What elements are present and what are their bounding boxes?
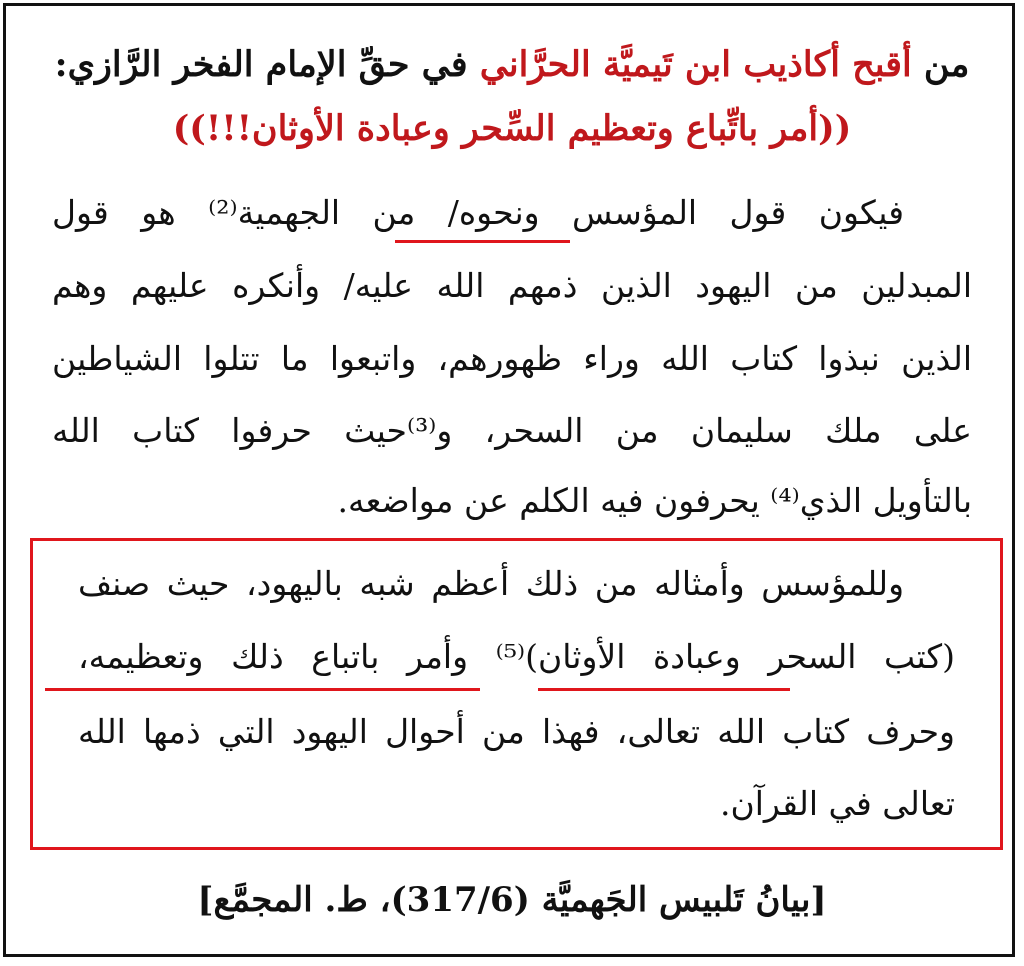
body-line-4: على ملك سليمان من السحر، و⁽³⁾حيث حرفوا كتاب الله	[52, 411, 972, 450]
body-line-3: الذين نبذوا كتاب الله وراء ظهورهم، واتبعوا ما تتلوا الشياطين	[52, 339, 972, 378]
underline-follow	[45, 688, 480, 691]
underline-jahmiyya	[395, 240, 570, 243]
title-highlight: أقبح أكاذيب ابن تَيميَّة الحرَّاني	[479, 44, 912, 85]
box-line-1: وللمؤسس وأمثاله من ذلك أعظم شبه باليهود، حيث صنف	[78, 564, 904, 603]
page-subtitle: ((أمر باتِّباع وتعظيم السِّحر وعبادة الأوثان!!!))	[172, 108, 852, 149]
body-line-2: المبدلين من اليهود الذين ذمهم الله عليه/ وأنكره عليهم وهم	[52, 266, 972, 305]
title-prefix: من	[911, 44, 970, 85]
page-title	[30, 44, 994, 85]
body-line-5: بالتأويل الذي⁽⁴⁾ يحرفون فيه الكلم عن مواضعه.	[337, 481, 972, 520]
underline-idols	[538, 688, 790, 691]
body-line-1: فيكون قول المؤسس ونحوه/ من الجهمية⁽²⁾ هو قول	[52, 193, 904, 232]
source-citation: [بيانُ تَلبيس الجَهميَّة (317/6)، ط. المجمَّع]	[197, 880, 827, 920]
box-line-4: تعالى في القرآن.	[720, 784, 955, 823]
highlight-box	[30, 538, 1003, 850]
box-line-3: وحرف كتاب الله تعالى، فهذا من أحوال اليهود التي ذمها الله	[78, 712, 955, 751]
title-suffix: في حقِّ الإمام الفخر الرَّازي:	[54, 44, 480, 85]
box-line-2: (كتب السحر وعبادة الأوثان)⁽⁵⁾ وأمر باتباع ذلك وتعظيمه،	[78, 637, 956, 676]
